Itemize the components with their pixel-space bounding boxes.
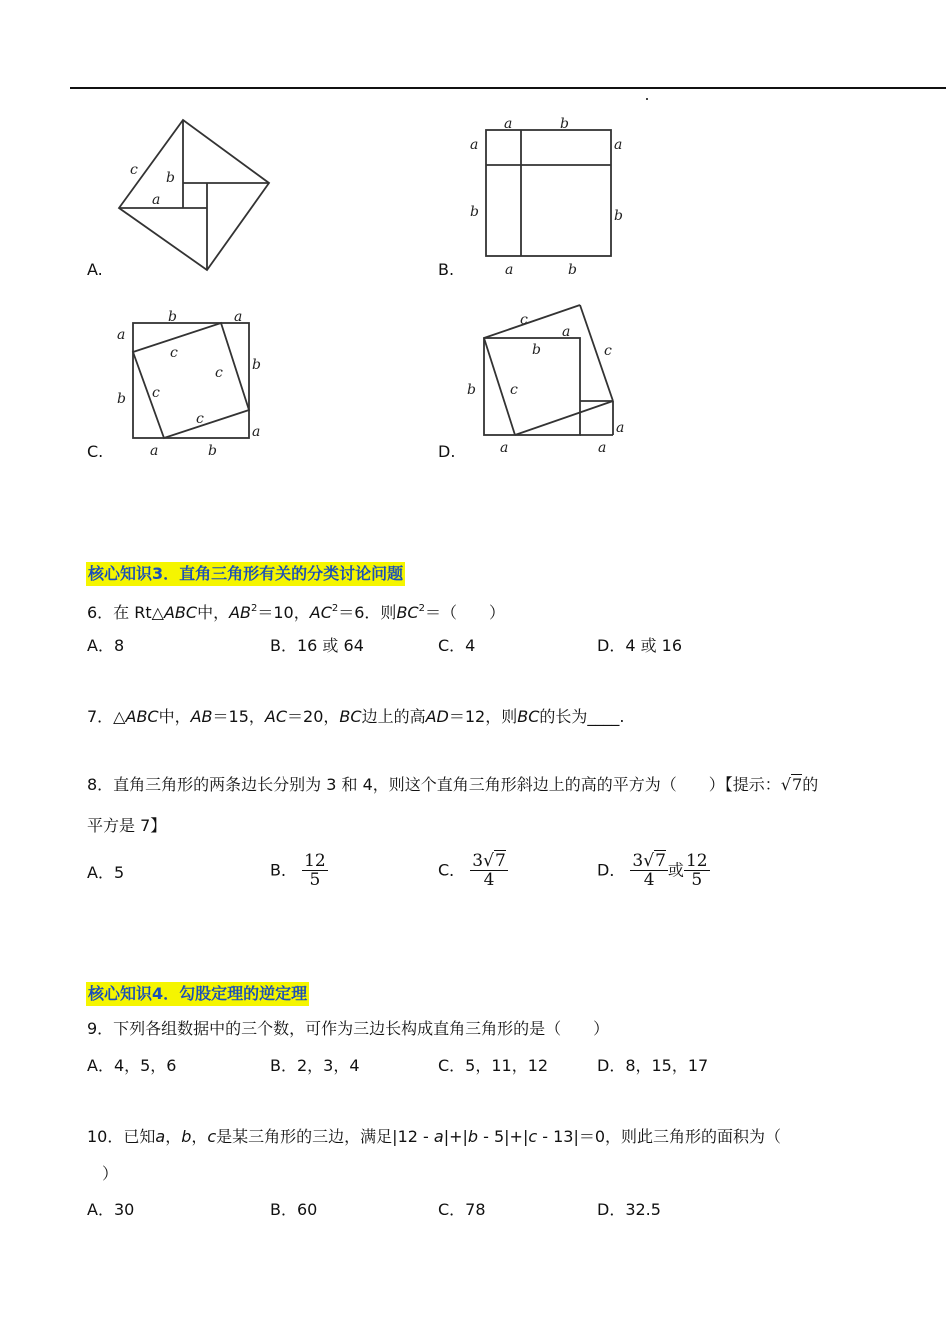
q10-a2: a xyxy=(433,1127,444,1146)
fig-b-left-b: b xyxy=(470,204,479,220)
fig-b-top-b: b xyxy=(560,116,569,132)
question-10-line2: ） xyxy=(102,1164,119,1183)
q8-option-c xyxy=(438,852,508,889)
q8-d-radicand: 7 xyxy=(655,851,666,871)
fig-d-left-b: b xyxy=(467,382,476,398)
figure-d xyxy=(462,298,632,460)
q10-option-b: B．60 xyxy=(270,1200,318,1219)
q6-ac: AC xyxy=(309,603,332,622)
q8-opt-c-label: C． xyxy=(438,860,466,880)
q6-eq2: ＝6．则 xyxy=(338,603,397,622)
q10-t1: 是某三角形的三边，满足|12 - xyxy=(216,1127,434,1146)
fig-d-bottom-a2: a xyxy=(598,440,607,456)
q8-d-den1: 4 xyxy=(643,870,655,890)
q8-radicand: 7 xyxy=(792,775,803,794)
q8-c-den: 4 xyxy=(483,870,495,890)
fig-c-left-b: b xyxy=(117,391,126,407)
q8-opt-b-fraction xyxy=(302,852,328,889)
question-8-line1 xyxy=(87,774,818,796)
fig-c-top-b: b xyxy=(168,309,177,325)
fig-b-bottom-b: b xyxy=(568,262,577,278)
figure-a-option: A. xyxy=(87,260,103,279)
fig-d-top-c: c xyxy=(520,312,528,328)
question-6 xyxy=(87,598,505,624)
q7-t1: 中， xyxy=(158,707,191,726)
q6-ab: AB xyxy=(229,603,251,622)
q8-d-or: 或 xyxy=(667,860,684,880)
figure-b xyxy=(464,112,634,278)
question-7 xyxy=(87,706,624,728)
q8-option-d xyxy=(597,852,710,889)
fig-d-top-a: a xyxy=(562,324,571,340)
q10-c2: c xyxy=(528,1127,538,1146)
q7-abc: ABC xyxy=(125,707,159,726)
q10-b: b xyxy=(181,1127,192,1146)
q8-d-sqrt: √ xyxy=(643,851,655,871)
q6-eq1: ＝10， xyxy=(257,603,310,622)
q7-ac: AC xyxy=(264,707,288,726)
question-10-line1 xyxy=(87,1126,781,1148)
fig-c-inner-c4: c xyxy=(196,411,204,427)
fig-c-bottom-b: b xyxy=(208,443,217,459)
q8-d-num2: 12 xyxy=(685,851,708,871)
figure-b-option: B. xyxy=(438,260,455,279)
q6-option-c: C．4 xyxy=(438,636,476,655)
q8-b-num: 12 xyxy=(304,851,326,871)
fig-a-label-c: c xyxy=(130,162,138,178)
fig-c-right-b: b xyxy=(252,357,261,373)
q7-ad: AD xyxy=(425,707,449,726)
fig-b-left-a: a xyxy=(470,137,479,153)
q10-comma2: ， xyxy=(191,1127,208,1146)
fig-d-right-a: a xyxy=(616,420,625,436)
figure-d-option: D. xyxy=(438,442,456,461)
fig-c-bottom-a: a xyxy=(150,443,159,459)
q6-prefix: 6．在 Rt△ xyxy=(87,603,164,622)
q8-c-coef: 3 xyxy=(472,851,484,871)
q10-option-d: D．32.5 xyxy=(597,1200,661,1219)
q9-option-c: C．5，11，12 xyxy=(438,1056,549,1075)
header-rule xyxy=(70,87,946,89)
q6-option-b: B．16 或 64 xyxy=(270,636,364,655)
fig-a-label-b: b xyxy=(166,170,175,186)
figure-c-option: C. xyxy=(87,442,104,461)
q7-prefix: 7．△ xyxy=(87,707,126,726)
q10-prefix: 10．已知 xyxy=(87,1127,156,1146)
q8-option-a: A．5 xyxy=(87,863,125,882)
q6-bc: BC xyxy=(396,603,419,622)
q6-eq3: ＝（ ） xyxy=(424,603,505,622)
q6-mid: 中， xyxy=(197,603,230,622)
fig-c-inner-c2: c xyxy=(215,365,223,381)
q8-sqrt-sign: √ xyxy=(780,775,792,794)
q6-option-d: D．4 或 16 xyxy=(597,636,683,655)
fig-b-right-b: b xyxy=(614,208,623,224)
fig-d-inner-c: c xyxy=(510,382,518,398)
q6-sup3: 2 xyxy=(418,603,425,614)
figure-a xyxy=(108,112,278,277)
question-8-line2: 平方是 7】 xyxy=(87,816,167,835)
q8-option-b xyxy=(270,852,328,889)
q7-t5: ＝12，则 xyxy=(448,707,518,726)
q9-option-b: B．2，3，4 xyxy=(270,1056,360,1075)
q10-c: c xyxy=(207,1127,217,1146)
q6-option-a: A．8 xyxy=(87,636,125,655)
section-3-heading: 核心知识3．直角三角形有关的分类讨论问题 xyxy=(86,562,405,586)
question-9: 9．下列各组数据中的三个数，可作为三边长构成直角三角形的是（ ） xyxy=(87,1019,610,1038)
q10-t4: - 13|＝0，则此三角形的面积为（ xyxy=(537,1127,782,1146)
q6-sup2: 2 xyxy=(331,603,339,614)
q8-opt-d-fraction1 xyxy=(630,852,668,889)
q10-t2: |+| xyxy=(443,1127,468,1146)
fig-d-inner-b: b xyxy=(532,342,541,358)
q8-text: 8．直角三角形的两条边长分别为 3 和 4，则这个直角三角形斜边上的高的平方为（ ）【提示： xyxy=(87,775,781,794)
q10-option-a: A．30 xyxy=(87,1200,135,1219)
q7-t3: ＝20， xyxy=(287,707,340,726)
fig-d-bottom-a1: a xyxy=(500,440,509,456)
fig-c-inner-c1: c xyxy=(170,345,178,361)
section-4-heading: 核心知识4．勾股定理的逆定理 xyxy=(86,982,309,1006)
q10-comma1: ， xyxy=(165,1127,182,1146)
fig-c-left-a: a xyxy=(117,327,126,343)
q9-option-a: A．4，5，6 xyxy=(87,1056,177,1075)
q8-b-den: 5 xyxy=(309,870,321,890)
q10-a: a xyxy=(155,1127,166,1146)
q6-sup1: 2 xyxy=(251,603,258,614)
fig-d-right-c: c xyxy=(604,343,612,359)
q7-t4: 边上的高 xyxy=(361,707,426,726)
q7-bc: BC xyxy=(339,707,362,726)
q9-option-d: D．8，15，17 xyxy=(597,1056,709,1075)
fig-a-label-a: a xyxy=(152,192,161,208)
q8-opt-d-fraction2 xyxy=(684,852,710,889)
fig-c-right-a: a xyxy=(252,424,261,440)
fig-c-top-a: a xyxy=(234,309,243,325)
q8-c-radicand: 7 xyxy=(494,851,506,871)
q8-d-den2: 5 xyxy=(691,870,703,890)
fig-b-bottom-a: a xyxy=(505,262,514,278)
q8-d-coef: 3 xyxy=(632,851,644,871)
q8-opt-c-fraction xyxy=(470,852,508,889)
page-mark xyxy=(646,98,648,100)
q8-opt-b-label: B． xyxy=(270,860,297,880)
q8-c-sqrt: √ xyxy=(483,851,494,871)
figure-c xyxy=(108,305,268,463)
q10-b2: b xyxy=(467,1127,479,1146)
q8-opt-d-label: D． xyxy=(597,860,626,880)
q7-t6: 的长为____. xyxy=(539,707,625,726)
q10-option-c: C．78 xyxy=(438,1200,486,1219)
q7-bc2: BC xyxy=(517,707,540,726)
q6-abc: ABC xyxy=(163,603,198,622)
fig-b-right-a: a xyxy=(614,137,623,153)
q7-t2: ＝15， xyxy=(212,707,265,726)
q7-ab: AB xyxy=(190,707,213,726)
fig-b-top-a: a xyxy=(504,116,513,132)
fig-c-inner-c3: c xyxy=(152,385,160,401)
q10-t3: - 5|+| xyxy=(478,1127,529,1146)
q8-line1-end: 的 xyxy=(802,775,819,794)
